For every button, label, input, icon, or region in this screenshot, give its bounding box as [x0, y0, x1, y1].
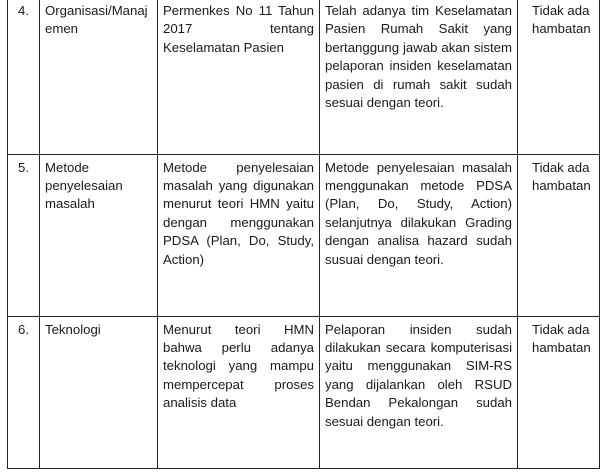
table-row — [8, 316, 600, 468]
remark-cell: Tidak ada hambatan — [518, 154, 600, 316]
table-row — [8, 0, 600, 154]
aspect-cell: Metode penyelesaian masalah — [40, 154, 158, 316]
finding-cell: Telah adanya tim Keselamatan Pasien Rumah Sakit yang bertanggung jawab akan sistem pelaporan insiden keselamatan pasien di rumah sakit sudah sesuai dengan teori. — [320, 0, 518, 154]
theory-cell: Menurut teori HMN bahwa perlu adanya teknologi yang mampu mempercepat proses analisis data — [158, 316, 320, 468]
row-number: 6. — [8, 316, 40, 468]
row-number: 5. — [8, 154, 40, 316]
row-number: 4. — [8, 0, 40, 154]
evaluation-table — [7, 0, 600, 469]
theory-cell: Permenkes No 11 Tahun 2017 tentang Keselamatan Pasien — [158, 0, 320, 154]
table-row — [8, 154, 600, 316]
finding-cell: Metode penyelesaian masalah menggunakan metode PDSA (Plan, Do, Study, Action) selanjutnya dilakukan Grading dengan analisa hazard sudah susuai dengan teori. — [320, 154, 518, 316]
remark-cell: Tidak ada hambatan — [518, 0, 600, 154]
remark-cell: Tidak ada hambatan — [518, 316, 600, 468]
aspect-cell: Teknologi — [40, 316, 158, 468]
aspect-cell: Organisasi/Manajemen — [40, 0, 158, 154]
theory-cell: Metode penyelesaian masalah yang digunakan menurut teori HMN yaitu dengan menggunakan PDSA (Plan, Do, Study, Action) — [158, 154, 320, 316]
finding-cell: Pelaporan insiden sudah dilakukan secara komputerisasi yaitu menggunakan SIM-RS yang dijalankan oleh RSUD Bendan Pekalongan sudah sesuai dengan teori. — [320, 316, 518, 468]
